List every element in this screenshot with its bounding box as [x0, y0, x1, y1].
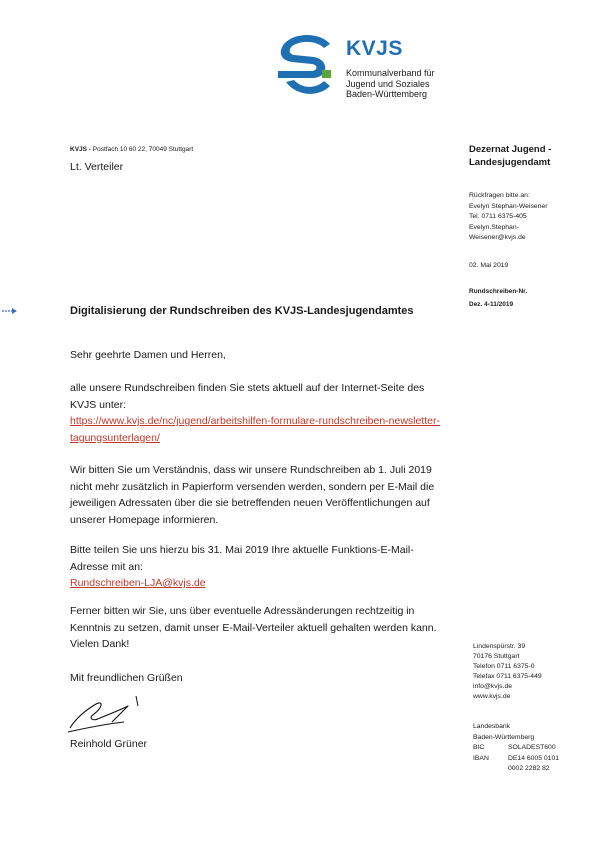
- bic-label: BIC: [473, 744, 485, 751]
- logo-line: Kommunalverband für: [346, 68, 435, 78]
- department: [469, 143, 584, 169]
- iban-label: IBAN: [473, 754, 489, 762]
- department-line: Dezernat Jugend -: [469, 144, 552, 155]
- footer-phone: Telefon 0711 6375-0: [473, 663, 535, 670]
- signatory-name: Reinhold Grüner: [70, 738, 148, 750]
- contact-email: Weisener@kvjs.de: [469, 234, 526, 241]
- letter-subject: Digitalisierung der Rundschreiben des KVJS-Landesjugendamtes: [70, 305, 414, 317]
- paragraph-3: [70, 542, 465, 592]
- department-line: Landesjugendamt: [469, 157, 551, 168]
- footer-web: www.kvjs.de: [473, 693, 511, 700]
- recipient: Lt. Verteiler: [70, 161, 124, 173]
- rundschreiben-url-link[interactable]: https://www.kvjs.de/nc/jugend/arbeitshilfen-formulare-rundschreiben-newsletter-: [70, 415, 441, 427]
- paragraph-4: [70, 603, 465, 653]
- body-line: nicht mehr zusätzlich in Papierform versenden werden, sondern per E-Mail die: [70, 480, 435, 493]
- body-line: Ferner bitten wir Sie, uns über eventuelle Adressänderungen rechtzeitig in: [70, 605, 415, 617]
- letter-date: 02. Mai 2019: [469, 262, 509, 269]
- logo-line: Baden-Württemberg: [346, 89, 428, 99]
- paragraph-1: [70, 380, 465, 446]
- contact-name: Evelyn Stephan-Weisener: [469, 202, 548, 210]
- salutation: Sehr geehrte Damen und Herren,: [70, 349, 226, 361]
- contact-label: Rückfragen bitte an:: [469, 192, 530, 199]
- kvjs-logo: [272, 30, 462, 105]
- bank-details: [473, 722, 559, 775]
- paragraph-2: [70, 462, 465, 528]
- footer-fax: Telefax 0711 6375-449: [473, 673, 542, 680]
- closing: Mit freundlichen Grüßen: [70, 672, 183, 684]
- footer-city: 70176 Stuttgart: [473, 653, 520, 660]
- bic-value: SOLADEST600: [508, 744, 556, 751]
- body-line: Kenntnis zu setzen, damit unser E-Mail-Verteiler aktuell gehalten werden kann.: [70, 621, 437, 634]
- signature-image: [66, 688, 166, 734]
- bank-name: Baden-Württemberg: [473, 733, 535, 741]
- email-link[interactable]: Rundschreiben-LJA@kvjs.de: [70, 577, 206, 589]
- iban-value: DE14 6005 0101: [508, 754, 560, 762]
- reference-value: Dez. 4-11/2019: [469, 301, 514, 308]
- body-line: Bitte teilen Sie uns hierzu bis 31. Mai 2019 Ihre aktuelle Funktions-E-Mail-: [70, 544, 414, 556]
- footer-address: [473, 642, 542, 702]
- bank-name: Landesbank: [473, 723, 511, 730]
- contact-phone: Tel. 0711 6375-405: [469, 213, 527, 220]
- arrow-right-icon: [2, 307, 18, 315]
- body-line: Wir bitten Sie um Verständnis, dass wir unsere Rundschreiben ab 1. Juli 2019: [70, 464, 432, 476]
- iban-value: 0002 2282 82: [508, 765, 550, 772]
- body-line: alle unsere Rundschreiben finden Sie stets aktuell auf der Internet-Seite des: [70, 382, 425, 394]
- logo-subtitle: [346, 68, 435, 100]
- logo-line: Jugend und Soziales: [346, 78, 430, 89]
- logo-wordmark: KVJS: [346, 37, 403, 60]
- sender-org: KVJS: [70, 146, 87, 153]
- contact-email: Evelyn.Stephan-: [469, 223, 519, 231]
- contact-block: [469, 191, 579, 244]
- footer-email: info@kvjs.de: [473, 683, 513, 690]
- body-line: jeweiligen Adressaten über die sie betreffenden neuen Veröffentlichungen auf: [70, 497, 430, 509]
- rundschreiben-url-link[interactable]: tagungsunterlagen/: [70, 431, 160, 444]
- footer-street: Lindenspürstr. 39: [473, 643, 526, 650]
- body-line: KVJS unter:: [70, 398, 127, 411]
- sender-line: [70, 146, 193, 153]
- body-line: unserer Homepage informieren.: [70, 513, 219, 526]
- kvjs-logo-mark-icon: [272, 30, 342, 102]
- reference-block: [469, 285, 527, 311]
- reference-label: Rundschreiben-Nr.: [469, 288, 528, 295]
- body-line: Adresse mit an:: [70, 560, 143, 573]
- body-line: Vielen Dank!: [70, 638, 130, 650]
- sender-address: - Postfach 10 60 22, 70049 Stuttgart: [86, 146, 194, 153]
- bank-table: [473, 743, 559, 775]
